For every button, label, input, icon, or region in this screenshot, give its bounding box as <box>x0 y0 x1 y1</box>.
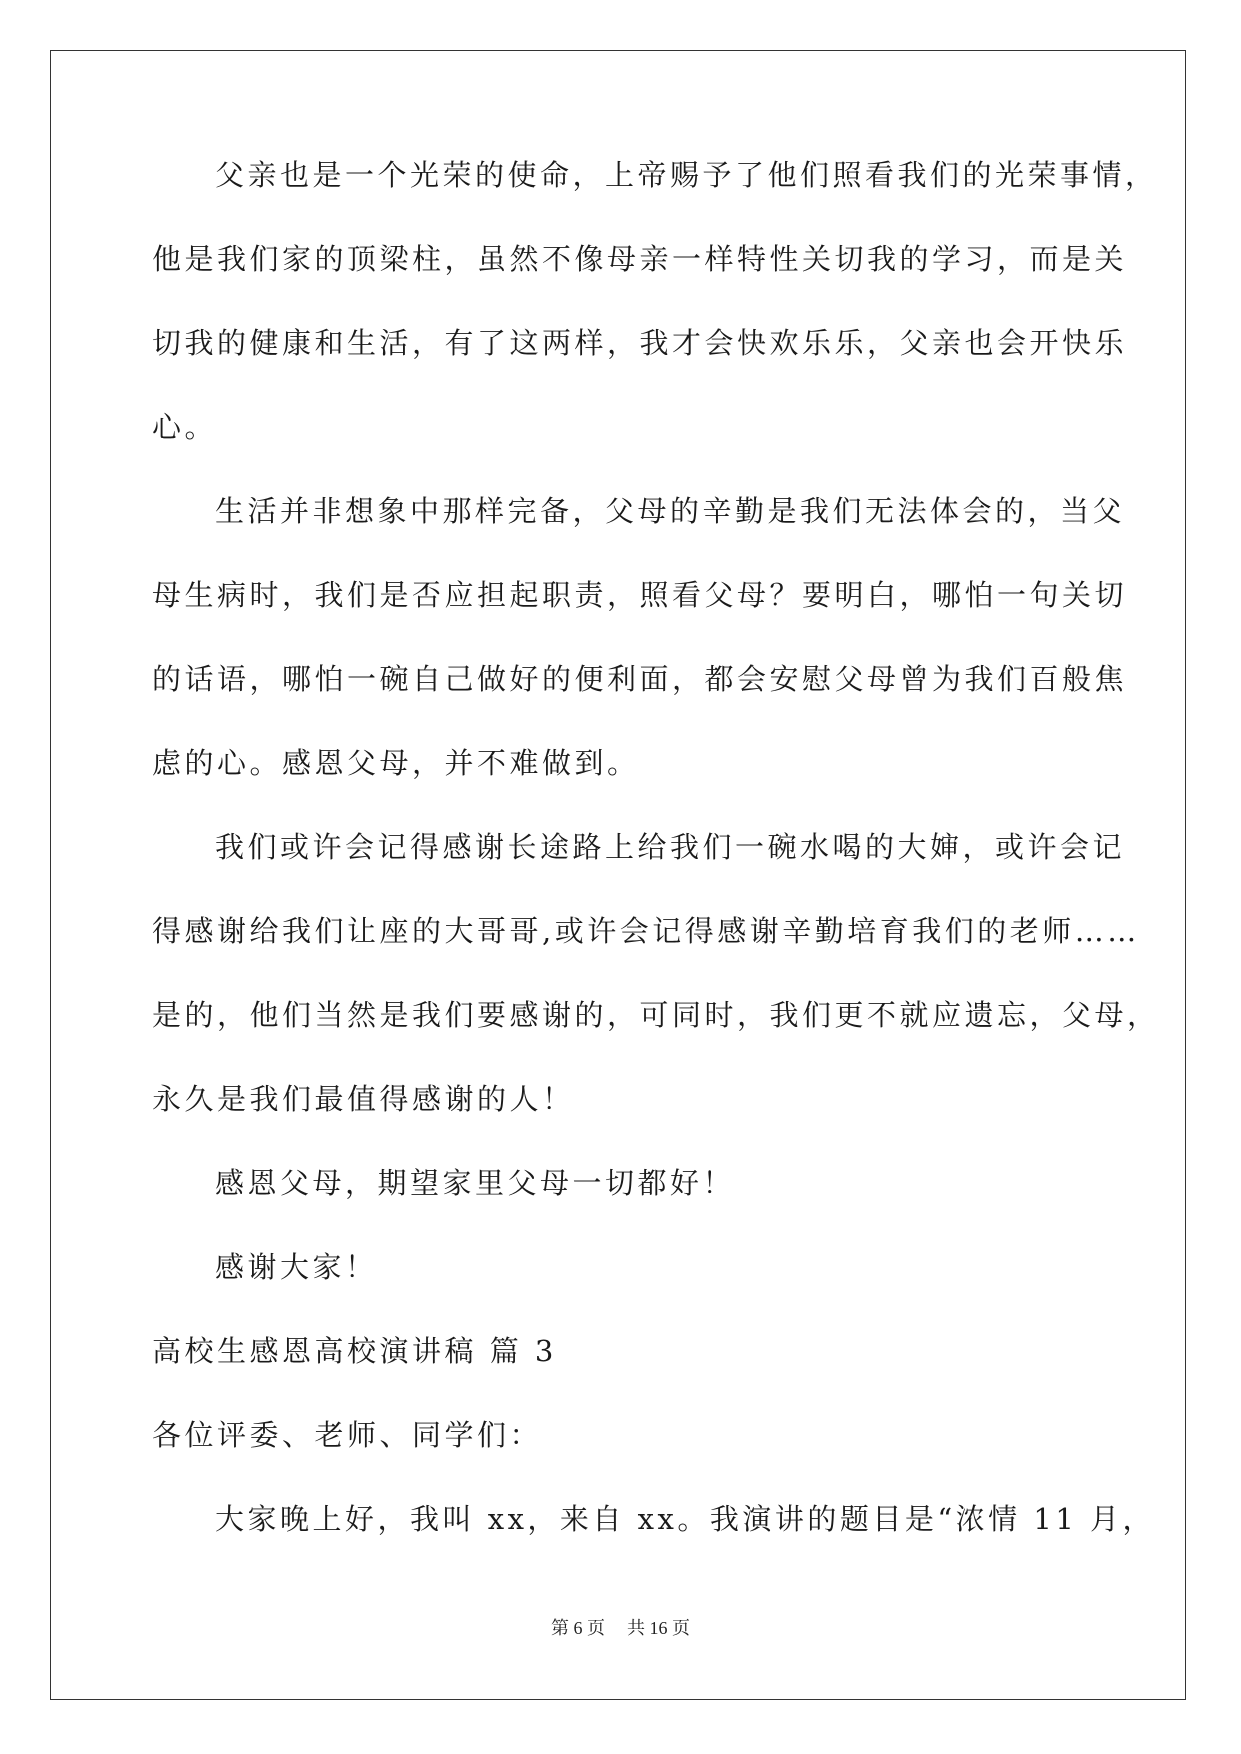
text-line: 得感谢给我们让座的大哥哥,或许会记得感谢辛勤培育我们的老师…… <box>152 914 1140 948</box>
section-heading: 高校生感恩高校演讲稿 篇 3 <box>152 1334 557 1368</box>
text-line: 他是我们家的顶梁柱，虽然不像母亲一样特性关切我的学习，而是关 <box>152 242 1128 276</box>
text-line: 感恩父母，期望家里父母一切都好！ <box>215 1166 736 1200</box>
text-line: 父亲也是一个光荣的使命，上帝赐予了他们照看我们的光荣事情， <box>215 158 1158 192</box>
text-line: 虑的心。感恩父母，并不难做到。 <box>152 746 640 780</box>
text-line: 感谢大家！ <box>215 1250 378 1284</box>
text-line: 的话语，哪怕一碗自己做好的便利面，都会安慰父母曾为我们百般焦 <box>152 662 1128 696</box>
document-body <box>152 158 1160 1588</box>
page-total: 共 16 页 <box>627 1618 690 1638</box>
text-line: 心。 <box>152 410 218 444</box>
text-line: 大家晚上好，我叫 xx，来自 xx。我演讲的题目是“浓情 11 月， <box>215 1502 1156 1536</box>
salutation: 各位评委、老师、同学们： <box>152 1418 543 1452</box>
text-line: 是的，他们当然是我们要感谢的，可同时，我们更不就应遗忘，父母， <box>152 998 1160 1032</box>
text-line: 母生病时，我们是否应担起职责，照看父母？要明白，哪怕一句关切 <box>152 578 1128 612</box>
page-number: 第 6 页 <box>551 1618 605 1638</box>
text-line: 切我的健康和生活，有了这两样，我才会快欢乐乐，父亲也会开快乐 <box>152 326 1128 360</box>
text-line: 生活并非想象中那样完备，父母的辛勤是我们无法体会的，当父 <box>215 494 1126 528</box>
text-line: 我们或许会记得感谢长途路上给我们一碗水喝的大婶，或许会记 <box>215 830 1126 864</box>
page-footer <box>0 1614 1241 1640</box>
text-line: 永久是我们最值得感谢的人！ <box>152 1082 575 1116</box>
